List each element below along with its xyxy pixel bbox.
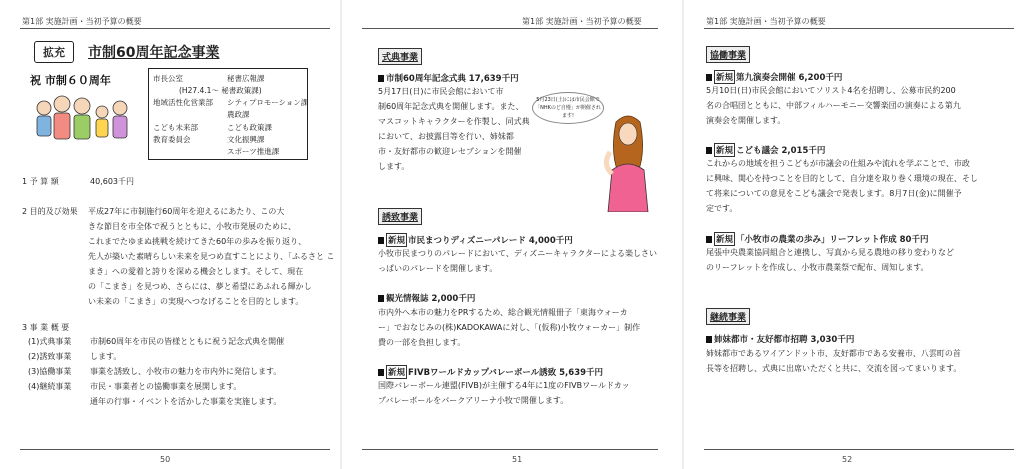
- section-label: 式典事業: [378, 48, 422, 65]
- page-51: [342, 0, 682, 469]
- page-header: 第1部 実施計画・当初予算の概要: [522, 17, 642, 26]
- square-bullet-icon: [706, 147, 712, 154]
- page-title: 市制60周年記念事業: [88, 45, 220, 61]
- text-line: 制60周年記念式典を開催します。また、: [378, 102, 524, 111]
- overview-name: (3)協働事業: [28, 367, 72, 376]
- text-line: のリーフレットを作成し、小牧市農業祭で配布、周知します。: [706, 263, 929, 272]
- page-number: 50: [160, 455, 171, 464]
- overview-items: [28, 334, 71, 394]
- page-number: 51: [512, 455, 523, 464]
- new-badge: 新規: [714, 143, 735, 157]
- expansion-badge: 拡充: [34, 41, 74, 63]
- item-title: [378, 365, 603, 379]
- item-title-text: こども議会 2,015千円: [736, 146, 826, 156]
- item-body: [706, 83, 961, 128]
- dept-unit: 秘書広報課: [227, 74, 265, 83]
- budget-value: 40,603千円: [90, 177, 134, 186]
- item-title: [706, 333, 854, 345]
- page-header: 第1部 実施計画・当初予算の概要: [22, 17, 142, 26]
- dept-unit: こども政策課: [227, 123, 272, 132]
- section-label: 誘致事業: [378, 208, 422, 225]
- item-body: [706, 245, 954, 275]
- speech-line: 5月23日(土)には市民会館で: [536, 97, 600, 103]
- square-bullet-icon: [378, 295, 384, 302]
- purpose-text: [88, 204, 335, 309]
- text-line: まき」への愛着と誇りを深める機会とします。そして、現在: [88, 267, 304, 276]
- text-line: に興味、関心を持つことを目的として、自分達を取り巻く環境の現在、そし: [706, 174, 978, 183]
- text-line: これまでたゆまぬ挑戦を続けてきた60年の歩みを振り返り、: [88, 237, 307, 246]
- new-badge: 新規: [386, 365, 407, 379]
- overview-desc: 事業を誘致し、小牧市の魅力を市内外に発信します。: [90, 367, 282, 376]
- overview-desc: 通年の行事・イベントを活かした事業を実施します。: [90, 397, 282, 406]
- section-label: 継続事業: [706, 308, 750, 325]
- text-line: において、お披露目等を行い、姉妹都: [378, 132, 514, 141]
- text-line: 市内外へ本市の魅力をPRするため、総合観光情報冊子「東海ウォーカ: [378, 308, 628, 317]
- page-52: [684, 0, 1024, 469]
- dept-unit: シティプロモーション課: [227, 98, 309, 107]
- text-line: 費の一部を負担します。: [378, 338, 466, 347]
- item-body: [706, 156, 978, 216]
- item-title-text: FIVBワールドカップバレーボール誘致 5,639千円: [408, 368, 604, 378]
- purpose-label: 2 目的及び効果: [22, 207, 78, 216]
- page-number: 52: [842, 455, 853, 464]
- speech-bubble: [532, 92, 604, 124]
- text-line: マスコットキャラクターを作製し、同式典: [378, 117, 530, 126]
- item-title-text: 姉妹都市・友好都市招聘 3,030千円: [714, 335, 855, 345]
- anniversary-illustration: [24, 68, 144, 150]
- square-bullet-icon: [378, 237, 384, 244]
- new-badge: 新規: [386, 233, 407, 247]
- text-line: 小牧市民まつりのパレードにおいて、ディズニーキャラクターによる楽しさい: [378, 249, 658, 258]
- text-line: 国際バレーボール連盟(FIVB)が主催する4年に1度のFIVBワールドカッ: [378, 381, 630, 390]
- text-line: します。: [378, 162, 410, 171]
- overview-name: (4)継続事業: [28, 382, 72, 391]
- text-line: 平成27年に市制施行60周年を迎えるにあたり、この大: [88, 207, 285, 216]
- item-body: [378, 246, 657, 276]
- new-badge: 新規: [714, 70, 735, 84]
- dept-org: 地域活性化営業部: [153, 98, 213, 107]
- overview-label: 3 事 業 概 要: [22, 323, 70, 332]
- text-line: 5月10日(日)市民会館においてソリスト4名を招聘し、公募市民約200: [706, 86, 956, 95]
- header-rule: [704, 28, 1014, 29]
- item-body: [378, 378, 630, 408]
- budget-label: 1 予 算 額: [22, 177, 59, 186]
- text-line: プバレーボールをパークアリーナ小牧で開催します。: [378, 396, 569, 405]
- square-bullet-icon: [706, 74, 712, 81]
- family-figures: [37, 96, 127, 139]
- header-rule: [362, 28, 658, 29]
- presenter-illustration: [598, 112, 658, 212]
- square-bullet-icon: [378, 75, 384, 82]
- overview-name: (2)誘致事業: [28, 352, 72, 361]
- dept-org: 市長公室: [153, 74, 183, 83]
- header-rule: [20, 28, 330, 29]
- item-title: [378, 72, 519, 84]
- item-title-text: 「小牧市の農業の歩み」リーフレット作成 80千円: [736, 235, 929, 245]
- item-title-text: 市制60周年記念式典 17,639千円: [386, 74, 519, 84]
- item-title: [378, 292, 475, 304]
- speech-line: 「NHKのど自慢」が開催されます!: [535, 105, 601, 119]
- text-line: 先人が築いた素晴らしい未来を見つめ直すことにより、「ふるさと こ: [88, 252, 335, 261]
- text-line: きな節目を市全体で祝うとともに、小牧市発展のために、: [88, 222, 296, 231]
- text-line: ー」でおなじみの(株)KADOKAWAに対し、「(仮称)小牧ウォーカー」制作: [378, 323, 641, 332]
- text-line: て将来についての意見をこども議会で発表します。8月7日(金)に開催予: [706, 189, 962, 198]
- footer-rule: [362, 449, 658, 450]
- overview-name: (1)式典事業: [28, 337, 72, 346]
- item-title: [706, 232, 928, 246]
- text-line: 5月17日(日)に市民会館において市: [378, 87, 504, 96]
- text-line: 姉妹都市であるワイアンドット市、友好都市である安養市、八雲町の首: [706, 349, 961, 358]
- item-body: [378, 305, 640, 350]
- overview-desc: 市民・事業者との協働事業を展開します。: [90, 382, 242, 391]
- item-title-text: 市民まつりディズニーパレード 4,000千円: [408, 236, 573, 246]
- text-line: 市・友好都市の歓迎レセプションを開催: [378, 147, 522, 156]
- item-title: [706, 143, 825, 157]
- text-line: い未来の「こまき」の実現へつなげることを目的とします。: [88, 297, 304, 306]
- overview-descs: [90, 334, 284, 409]
- text-line: っぱいのパレードを開催します。: [378, 264, 498, 273]
- page-header: 第1部 実施計画・当初予算の概要: [706, 17, 826, 26]
- anniversary-caption: 祝 市制６０周年: [30, 74, 111, 87]
- text-line: 尾張中央農業協同組合と連携し、写真から見る農地の移り変わりなど: [706, 248, 954, 257]
- text-line: 長等を招聘し、式典に出席いただくと共に、交流を図ってまいります。: [706, 364, 962, 373]
- dept-org: 教育委員会: [153, 135, 191, 144]
- text-line: の「こまき」を見つめ、さらには、夢と希望にあふれる輝かし: [88, 282, 312, 291]
- footer-rule: [704, 449, 1014, 450]
- overview-desc: します。: [90, 352, 122, 361]
- item-body: [378, 84, 530, 174]
- text-line: これからの地域を担うこどもが市議会の仕組みや流れを学ぶことで、市政: [706, 159, 970, 168]
- department-box: [148, 68, 308, 160]
- square-bullet-icon: [706, 236, 712, 243]
- square-bullet-icon: [706, 336, 712, 343]
- text-line: 定です。: [706, 204, 738, 213]
- page-50: [0, 0, 340, 469]
- text-line: 名の合唱団とともに、中部フィルハーモニー交響楽団の演奏による第九: [706, 101, 961, 110]
- section-label: 協働事業: [706, 46, 750, 63]
- item-title-text: 観光情報誌 2,000千円: [386, 294, 476, 304]
- footer-rule: [20, 449, 330, 450]
- dept-unit: 農政課: [227, 110, 250, 119]
- square-bullet-icon: [378, 369, 384, 376]
- text-line: 演奏会を開催します。: [706, 116, 786, 125]
- new-badge: 新規: [714, 232, 735, 246]
- item-title: [706, 70, 842, 84]
- item-body: [706, 346, 961, 376]
- dept-unit: 文化振興課: [227, 135, 265, 144]
- item-title-text: 第九演奏会開催 6,200千円: [736, 73, 843, 83]
- dept-unit: (H27.4.1～ 秘書政策課): [179, 86, 262, 95]
- item-title: [378, 233, 573, 247]
- overview-desc: 市制60周年を市民の皆様とともに祝う記念式典を開催: [90, 337, 285, 346]
- dept-org: こども未来部: [153, 123, 198, 132]
- dept-unit: スポーツ推進課: [227, 147, 280, 156]
